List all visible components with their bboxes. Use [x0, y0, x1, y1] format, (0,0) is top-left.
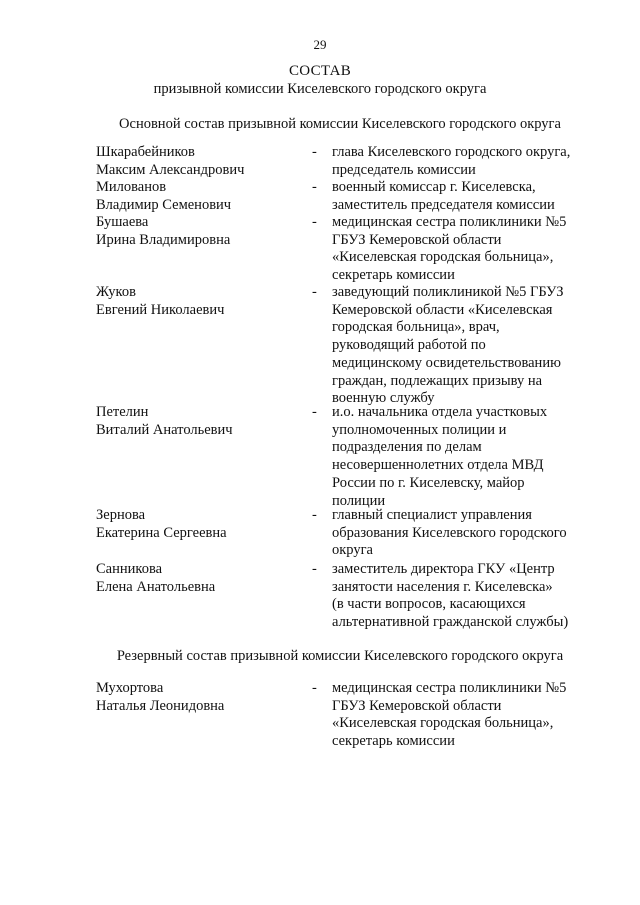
member-role: [332, 561, 594, 632]
member-given-names: Виталий Анатольевич: [96, 421, 233, 438]
member-row: [96, 214, 594, 285]
member-dash: -: [312, 507, 317, 523]
member-row: [96, 404, 594, 510]
member-dash: -: [312, 214, 317, 230]
member-role-line: (в части вопросов, касающихся: [332, 596, 526, 613]
member-surname: Жуков: [96, 284, 136, 300]
member-role-line: председатель комиссии: [332, 161, 476, 178]
member-given-names: Владимир Семенович: [96, 196, 232, 213]
member-role-line: и.о. начальника отдела участковых: [332, 404, 548, 420]
member-row: [96, 507, 594, 560]
member-role-line: заведующий поликлиникой №5 ГБУЗ: [332, 284, 564, 300]
member-dash: -: [312, 179, 317, 195]
member-role-line: заместитель директора ГКУ «Центр: [332, 561, 555, 577]
member-role-line: несовершеннолетних отдела МВД: [332, 457, 544, 474]
member-role-line: главный специалист управления: [332, 507, 532, 523]
title-line-1: СОСТАВ: [288, 63, 352, 79]
member-role: [332, 179, 594, 214]
member-role-line: «Киселевская городская больница»,: [332, 715, 554, 732]
member-role-line: округа: [332, 542, 373, 559]
reserve-section-heading: Резервный состав призывной комиссии Киселевского городского округа: [116, 648, 564, 664]
member-role: [332, 284, 594, 408]
member-role-line: занятости населения г. Киселевска»: [332, 578, 553, 595]
member-row: [96, 680, 594, 751]
member-given-names: Максим Александрович: [96, 161, 245, 178]
member-name: [96, 214, 312, 285]
member-name: [96, 507, 312, 560]
member-role-line: медицинская сестра поликлиники №5: [332, 680, 567, 696]
member-role-line: альтернативной гражданской службы): [332, 614, 569, 631]
member-name: [96, 561, 312, 632]
member-dash: -: [312, 561, 317, 577]
member-role-line: полиции: [332, 492, 386, 509]
member-surname: Бушаева: [96, 214, 149, 230]
member-surname: Милованов: [96, 179, 167, 195]
member-given-names: Наталья Леонидовна: [96, 697, 225, 714]
member-role-line: граждан, подлежащих призыву на: [332, 372, 543, 389]
member-role: [332, 214, 594, 285]
member-name: [96, 144, 312, 179]
member-given-names: Екатерина Сергеевна: [96, 524, 227, 541]
member-role-line: военную службу: [332, 390, 435, 407]
member-role-line: секретарь комиссии: [332, 267, 455, 284]
member-role-line: уполномоченных полиции и: [332, 421, 507, 438]
member-given-names: Евгений Николаевич: [96, 301, 225, 318]
document-title: [0, 62, 640, 98]
member-role-line: образования Киселевского городского: [332, 524, 567, 541]
member-dash: -: [312, 680, 317, 696]
member-row: [96, 284, 594, 408]
member-surname: Шкарабейников: [96, 144, 195, 160]
member-role-line: «Киселевская городская больница»,: [332, 249, 554, 266]
member-row: [96, 144, 594, 179]
member-role-line: секретарь комиссии: [332, 733, 455, 750]
member-dash: -: [312, 284, 317, 300]
member-role-line: медицинскому освидетельствованию: [332, 354, 561, 371]
member-role-line: ГБУЗ Кемеровской области: [332, 697, 502, 714]
member-surname: Мухортова: [96, 680, 164, 696]
member-role-line: глава Киселевского городского округа,: [332, 144, 571, 160]
member-name: [96, 284, 312, 408]
member-row: [96, 179, 594, 214]
member-name: [96, 680, 312, 751]
member-role-line: медицинская сестра поликлиники №5: [332, 214, 567, 230]
member-role-line: городская больница», врач,: [332, 319, 500, 336]
member-role-line: подразделения по делам: [332, 439, 482, 456]
member-name: [96, 404, 312, 510]
member-name: [96, 179, 312, 214]
member-dash: -: [312, 144, 317, 160]
member-role-line: России по г. Киселевску, майор: [332, 474, 525, 491]
member-role: [332, 507, 594, 560]
member-given-names: Ирина Владимировна: [96, 231, 231, 248]
member-role-line: Кемеровской области «Киселевская: [332, 301, 553, 318]
member-dash: -: [312, 404, 317, 420]
member-role: [332, 404, 594, 510]
member-surname: Санникова: [96, 561, 163, 577]
member-role-line: руководящий работой по: [332, 337, 486, 354]
member-role-line: заместитель председателя комиссии: [332, 196, 555, 213]
main-section-heading: Основной состав призывной комиссии Киселевского городского округа: [119, 116, 561, 132]
title-line-2: призывной комиссии Киселевского городского округа: [153, 81, 487, 97]
member-role-line: ГБУЗ Кемеровской области: [332, 231, 502, 248]
member-surname: Петелин: [96, 404, 149, 420]
member-role-line: военный комиссар г. Киселевска,: [332, 179, 536, 195]
page-number: 29: [313, 37, 327, 52]
member-given-names: Елена Анатольевна: [96, 578, 216, 595]
member-role: [332, 680, 594, 751]
member-role: [332, 144, 594, 179]
member-surname: Зернова: [96, 507, 146, 523]
member-row: [96, 561, 594, 632]
